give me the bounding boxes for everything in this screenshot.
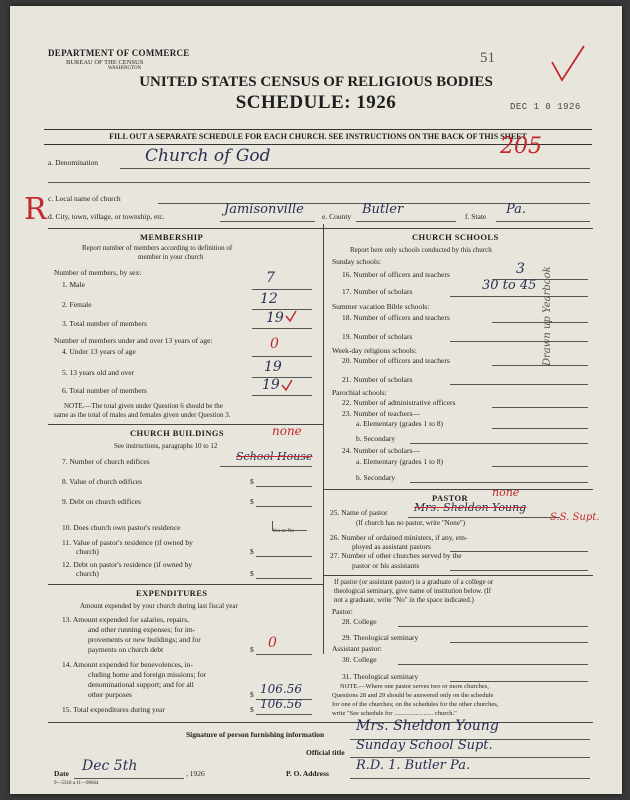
census-schedule-page xyxy=(10,6,622,794)
q4-line xyxy=(252,356,312,357)
members-by-sex-label: Number of members, by sex: xyxy=(54,268,142,277)
q6-label: 6. Total number of members xyxy=(62,386,147,395)
q1-line xyxy=(252,289,312,290)
q1-value: 7 xyxy=(266,270,275,286)
q7-label: 7. Number of church edifices xyxy=(62,457,150,466)
date-label: Date xyxy=(54,769,69,778)
sunday-schools-label: Sunday schools: xyxy=(332,257,381,266)
code-mark: 205 xyxy=(500,134,542,159)
q20-label: 20. Number of officers and teachers xyxy=(342,356,450,365)
membership-note-2: same as the total of males and females given under Question 3. xyxy=(54,411,231,419)
q12-dollar: $ xyxy=(250,569,254,578)
q11-label-2: church) xyxy=(76,547,99,556)
q3-label: 3. Total number of members xyxy=(62,319,147,328)
section-divider-top xyxy=(48,228,593,229)
signature-value: Mrs. Sheldon Young xyxy=(356,718,499,734)
margin-r-mark: R xyxy=(24,192,47,227)
po-address-value: R.D. 1. Butler Pa. xyxy=(356,758,471,773)
under-over-label: Number of members under and over 13 years of age: xyxy=(54,336,213,345)
q26-label-1: 26. Number of ordained ministers, if any, em- xyxy=(330,533,468,542)
q31-label: 31. Theological seminary xyxy=(342,672,419,681)
weekday-schools-label: Week-day religious schools: xyxy=(332,346,417,355)
footer-rule xyxy=(48,722,593,723)
q3-value: 19 xyxy=(266,310,284,326)
q7-value: none xyxy=(272,424,302,438)
q14-label-2: cluding home and foreign missions; for xyxy=(88,670,207,679)
membership-instruction-2: member in your church xyxy=(138,253,204,261)
q9-label: 9. Debt on church edifices xyxy=(62,497,141,506)
q18-line xyxy=(492,322,588,323)
q31-line xyxy=(450,681,588,682)
q5-label: 5. 13 years old and over xyxy=(62,368,135,377)
yes-no-label: Yes or No xyxy=(272,528,295,534)
state-label: f. State xyxy=(465,212,487,221)
expenditures-heading: EXPENDITURES xyxy=(136,588,208,598)
city-line xyxy=(220,221,315,222)
q8-line xyxy=(256,486,312,487)
q25-value: none xyxy=(492,486,520,499)
q8-dollar: $ xyxy=(250,477,254,486)
date-line xyxy=(74,778,184,779)
expenditures-instruction: Amount expended by your church during last fiscal year xyxy=(80,602,238,610)
denomination-line-2 xyxy=(48,182,590,183)
q14-dollar: $ xyxy=(250,690,254,699)
date-value: Dec 5th xyxy=(82,758,138,774)
side-pencil-note: Drawn up Yearbook xyxy=(542,266,553,366)
q14-label-4: other purposes xyxy=(88,690,132,699)
column-divider xyxy=(323,224,324,654)
q25-line xyxy=(408,517,560,518)
local-name-label: c. Local name of church xyxy=(48,194,121,203)
bureau-location: WASHINGTON xyxy=(108,66,142,71)
buildings-heading: CHURCH BUILDINGS xyxy=(130,428,225,438)
q3-line xyxy=(252,328,312,329)
department-name: DEPARTMENT OF COMMERCE xyxy=(48,48,190,58)
q30-line xyxy=(398,664,588,665)
state-value: Pa. xyxy=(506,202,527,217)
q24b-label: b. Secondary xyxy=(356,473,396,482)
q23b-line xyxy=(410,443,588,444)
parochial-schools-label: Parochial schools: xyxy=(332,388,387,397)
q22-line xyxy=(492,407,588,408)
q29-line xyxy=(450,642,588,643)
q13-label-3: provements or new buildings; and for xyxy=(88,635,201,644)
q11-dollar: $ xyxy=(250,547,254,556)
county-line xyxy=(356,221,456,222)
summer-schools-label: Summer vacation Bible schools: xyxy=(332,302,430,311)
education-instruction-3: not a graduate, write "No" in the space indicated.) xyxy=(334,596,474,604)
q13-value: 0 xyxy=(268,635,277,651)
official-title-value: Sunday School Supt. xyxy=(356,738,493,753)
pastor-note-2: Questions 28 and 29 should be answered only on the schedule xyxy=(332,692,494,699)
q15-line xyxy=(256,714,312,715)
q11-line xyxy=(256,556,312,557)
q15-label: 15. Total expenditures during year xyxy=(62,705,165,714)
pastor-rule xyxy=(323,575,593,576)
q17-value: 30 to 45 xyxy=(482,278,537,293)
q27-label-1: 27. Number of other churches served by the xyxy=(330,551,462,560)
city-value: Jamisonville xyxy=(224,202,304,217)
denomination-line xyxy=(120,168,590,169)
official-title-label: Official title xyxy=(306,748,345,757)
q22-label: 22. Number of administrative officers xyxy=(342,398,456,407)
po-address-line xyxy=(350,778,590,779)
q6-line xyxy=(252,395,312,396)
q19-line xyxy=(450,341,588,342)
q10-answer-box xyxy=(272,521,307,531)
q25-note: (If church has no pastor, write "None") xyxy=(356,519,466,527)
q2-label: 2. Female xyxy=(62,300,92,309)
signature-label: Signature of person furnishing information xyxy=(186,730,325,739)
county-label: e. County xyxy=(322,212,352,221)
pastor-note-3: for one of the churches; on the schedules for the other churches, xyxy=(332,701,499,708)
q16-value: 3 xyxy=(516,261,525,277)
q8-label: 8. Value of church edifices xyxy=(62,477,143,486)
schedule-title: SCHEDULE: 1926 xyxy=(235,92,397,113)
q21-line xyxy=(450,384,588,385)
pastor-note-1: NOTE.—Where one pastor serves two or more churches, xyxy=(340,683,489,690)
q14-label-3: denominational support; and for all xyxy=(88,680,194,689)
q7-struck-value: School House xyxy=(236,450,313,463)
q29-label: 29. Theological seminary xyxy=(342,633,419,642)
q10-label: 10. Does church own pastor's residence xyxy=(62,523,181,532)
q12-label-2: church) xyxy=(76,569,99,578)
city-label: d. City, town, village, or township, etc. xyxy=(48,212,165,221)
q16-label: 16. Number of officers and teachers xyxy=(342,270,450,279)
q15-dollar: $ xyxy=(250,705,254,714)
q13-label-1: 13. Amount expended for salaries, repairs, xyxy=(62,615,190,624)
q25-label: 25. Name of pastor xyxy=(330,508,388,517)
q28-label: 28. College xyxy=(342,617,377,626)
q13-line xyxy=(256,654,312,655)
q21-label: 21. Number of scholars xyxy=(342,375,413,384)
q23-label: 23. Number of teachers— xyxy=(342,409,420,418)
q12-label-1: 12. Debt on pastor's residence (if owned by xyxy=(62,560,193,569)
q26-label-2: ployed as assistant pastors xyxy=(352,542,431,551)
q17-line xyxy=(450,296,588,297)
q26-line xyxy=(450,551,588,552)
education-instruction-2: theological seminary, give name of institution below. (If xyxy=(334,587,492,595)
po-address-label: P. O. Address xyxy=(286,769,329,778)
q30-label: 30. College xyxy=(342,655,377,664)
schools-instruction: Report here only schools conducted by this church xyxy=(350,246,492,254)
q14-label-1: 14. Amount expended for benevolences, in- xyxy=(62,660,194,669)
pastor-note-4: write "See schedule for ........................ church." xyxy=(332,710,457,717)
q20-line xyxy=(492,365,588,366)
q15-value: 106.56 xyxy=(260,697,302,711)
q5-value: 19 xyxy=(264,359,282,375)
denomination-value: Church of God xyxy=(145,146,271,166)
q24a-label: a. Elementary (grades 1 to 8) xyxy=(356,457,444,466)
q17-label: 17. Number of scholars xyxy=(342,287,413,296)
buildings-instruction: See instructions, paragraphs 10 to 12 xyxy=(114,442,218,450)
q7-line xyxy=(220,466,312,467)
red-tick-icon-2 xyxy=(280,378,294,392)
q13-label-4: payments on church debt xyxy=(88,645,164,654)
pastor-sub-label: Pastor: xyxy=(332,607,353,616)
buildings-bottom-rule xyxy=(48,584,323,585)
q25-struck-value: Mrs. Sheldon Young xyxy=(414,501,527,514)
q13-dollar: $ xyxy=(250,645,254,654)
q24b-line xyxy=(410,482,588,483)
q14-value: 106.56 xyxy=(260,682,302,696)
membership-note-1: NOTE.—The total given under Question 6 should be the xyxy=(64,402,223,410)
q24-label: 24. Number of scholars— xyxy=(342,446,420,455)
q11-label-1: 11. Value of pastor's residence (if owned by xyxy=(62,538,193,547)
print-code: 9—5318 a 11—90664 xyxy=(54,781,99,786)
assistant-sub-label: Assistant pastor: xyxy=(332,644,382,653)
q1-label: 1. Male xyxy=(62,280,85,289)
state-line xyxy=(496,221,590,222)
membership-instruction-1: Report number of members according to definition of xyxy=(82,244,233,252)
q4-value: 0 xyxy=(270,336,279,352)
q28-line xyxy=(398,626,588,627)
q18-label: 18. Number of officers and teachers xyxy=(342,313,450,322)
q23a-line xyxy=(492,428,588,429)
q23a-label: a. Elementary (grades 1 to 8) xyxy=(356,419,444,428)
q12-line xyxy=(256,578,312,579)
schools-heading: CHURCH SCHOOLS xyxy=(412,232,499,242)
q23b-label: b. Secondary xyxy=(356,434,396,443)
education-instruction-1: If pastor (or assistant pastor) is a graduate of a college or xyxy=(334,578,494,586)
denomination-label: a. Denomination xyxy=(48,158,98,167)
q13-label-2: and other running expenses; for im- xyxy=(88,625,196,634)
form-title: UNITED STATES CENSUS OF RELIGIOUS BODIES xyxy=(139,74,493,90)
bureau-name: BUREAU OF THE CENSUS xyxy=(66,59,144,66)
q2-value: 12 xyxy=(260,291,278,307)
pastor-heading: PASTOR xyxy=(432,493,469,503)
q19-label: 19. Number of scholars xyxy=(342,332,413,341)
q27-label-2: pastor or his assistants xyxy=(352,561,420,570)
q9-dollar: $ xyxy=(250,497,254,506)
q9-line xyxy=(256,506,312,507)
form-number: 51 xyxy=(480,50,495,66)
q4-label: 4. Under 13 years of age xyxy=(62,347,136,356)
q6-value: 19 xyxy=(262,377,280,393)
red-tick-icon xyxy=(284,309,298,323)
schools-bottom-rule xyxy=(323,489,593,490)
q25-side-note: S.S. Supt. xyxy=(550,512,600,523)
county-value: Butler xyxy=(362,202,404,217)
instruction-banner: FILL OUT A SEPARATE SCHEDULE FOR EACH CHURCH. SEE INSTRUCTIONS ON THE BACK OF THIS SHEET xyxy=(44,129,592,145)
date-year: , 1926 xyxy=(186,769,205,778)
received-date-stamp: DEC 1 0 1926 xyxy=(510,102,581,112)
q27-line xyxy=(450,570,588,571)
membership-heading: MEMBERSHIP xyxy=(140,232,204,242)
q24a-line xyxy=(492,466,588,467)
